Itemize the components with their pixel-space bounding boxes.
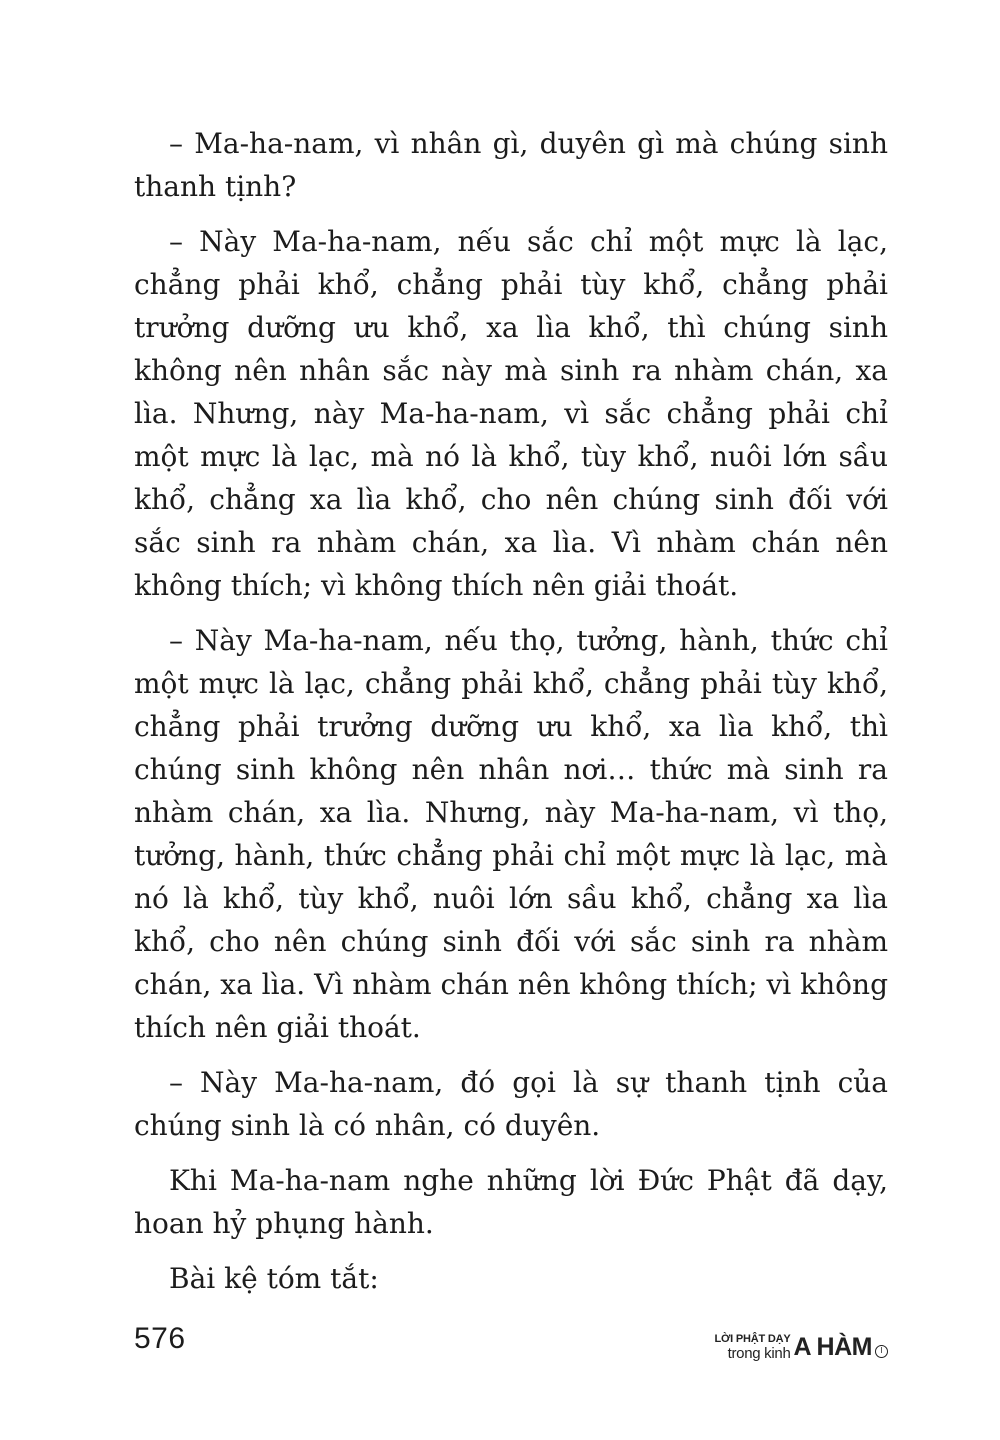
paragraph-conclusion: – Này Ma-ha-nam, đó gọi là sự thanh tịnh của chúng sinh là có nhân, có duyên. <box>134 1066 888 1142</box>
paragraph-question: – Ma-ha-nam, vì nhân gì, duyên gì mà chúng sinh thanh tịnh? <box>134 127 888 203</box>
volume-badge: I <box>875 1345 888 1358</box>
paragraph-verse-heading: Bài kệ tóm tắt: <box>169 1262 379 1295</box>
series-bottom-text: trong kinh <box>727 1344 791 1362</box>
series-subtitle <box>714 1334 790 1361</box>
paragraph-form: – Này Ma-ha-nam, nếu sắc chỉ một mực là lạc, chẳng phải khổ, chẳng phải tùy khổ, chẳng phải trưởng dưỡng ưu khổ, xa lìa khổ, thì chúng sinh không nên nhân sắc này mà sinh ra nhàm chán, xa lìa. Nhưng, này Ma-ha-nam, vì sắc chẳng phải chỉ một mực là lạc, mà nó là khổ, tùy khổ, nuôi lớn sầu khổ, chẳng xa lìa khổ, cho nên chúng sinh đối với sắc sinh ra nhàm chán, xa lìa. Vì nhàm chán nên không thích; vì không thích nên giải thoát. <box>134 225 888 602</box>
paragraph-closing: Khi Ma-ha-nam nghe những lời Đức Phật đã dạy, hoan hỷ phụng hành. <box>134 1164 888 1240</box>
series-logo <box>714 1330 888 1364</box>
series-title: A HÀM <box>793 1332 872 1361</box>
series-top-text: LỜI PHẬT DẠY <box>714 1332 791 1345</box>
body-text <box>134 122 888 1312</box>
paragraph-aggregates: – Này Ma-ha-nam, nếu thọ, tưởng, hành, thức chỉ một mực là lạc, chẳng phải khổ, chẳng phải tùy khổ, chẳng phải trưởng dưỡng ưu khổ, xa lìa khổ, thì chúng sinh không nên nhân nơi… thức mà sinh ra nhàm chán, xa lìa. Nhưng, này Ma-ha-nam, vì thọ, tưởng, hành, thức chẳng phải chỉ một mực là lạc, mà nó là khổ, tùy khổ, nuôi lớn sầu khổ, chẳng xa lìa khổ, cho nên chúng sinh đối với sắc sinh ra nhàm chán, xa lìa. Vì nhàm chán nên không thích; vì không thích nên giải thoát. <box>134 624 888 1044</box>
page-number: 576 <box>134 1322 186 1355</box>
